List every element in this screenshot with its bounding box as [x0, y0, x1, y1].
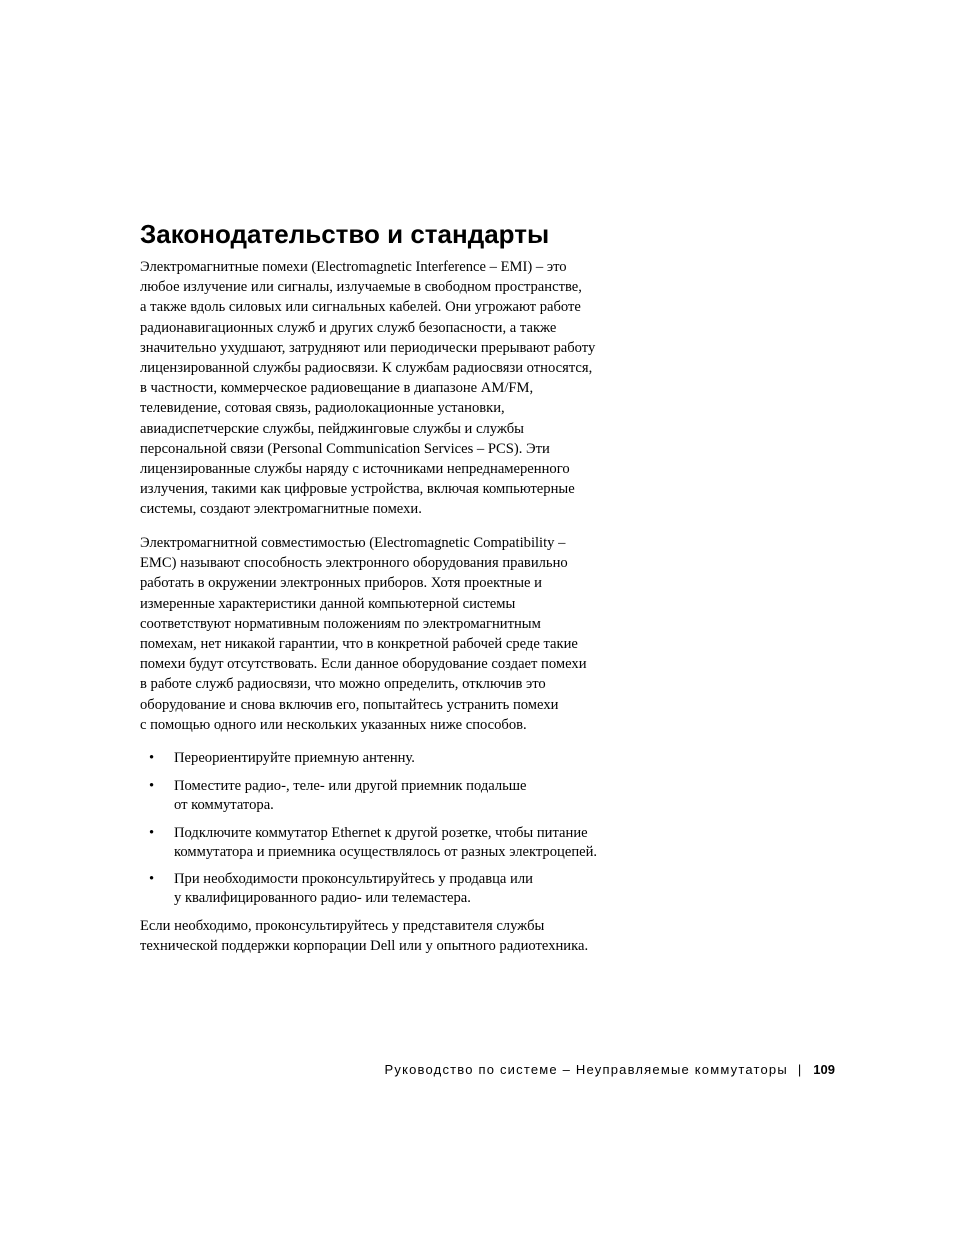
paragraph-emc — [140, 533, 587, 735]
paragraph-line: лицензированные службы наряду с источниками непреднамеренного — [140, 461, 570, 478]
paragraph-line: оборудование и снова включив его, попытайтесь устранить помехи — [140, 696, 559, 713]
paragraph-line: с помощью одного или нескольких указанных ниже способов. — [140, 716, 527, 733]
paragraph-line: работать в окружении электронных приборов. Хотя проектные и — [140, 575, 542, 592]
paragraph-line: лицензированной службы радиосвязи. К службам радиосвязи относятся, — [140, 360, 593, 377]
paragraph-line: технической поддержки корпорации Dell или у опытного радиотехника. — [140, 938, 589, 955]
list-item-line: При необходимости проконсультируйтесь у продавца или — [174, 871, 533, 887]
paragraph-line: измеренные характеристики данной компьютерной системы — [140, 595, 516, 612]
paragraph-line: а также вдоль силовых или сигнальных кабелей. Они угрожают работе — [140, 299, 581, 316]
paragraph-line: системы, создают электромагнитные помехи. — [140, 501, 422, 518]
paragraph-line: персональной связи (Personal Communication Services – PCS). Эти — [140, 440, 550, 457]
page-title: Законодательство и стандарты — [140, 219, 550, 249]
paragraph-line: излучения, такими как цифровые устройства, включая компьютерные — [140, 481, 575, 498]
paragraph-line: в частности, коммерческое радиовещание в диапазоне AM/FM, — [140, 380, 534, 397]
list-item-line: Подключите коммутатор Ethernet к другой розетке, чтобы питание — [174, 825, 588, 841]
paragraph-line: Если необходимо, проконсультируйтесь у представителя службы — [140, 918, 545, 934]
footer-title: Руководство по системе – Неуправляемые коммутаторы — [384, 1062, 788, 1077]
paragraph-support — [140, 916, 588, 956]
paragraph-line: телевидение, сотовая связь, радиолокационные установки, — [140, 400, 505, 417]
list-item-text — [174, 777, 527, 815]
list-item-line: у квалифицированного радио- или телемастера. — [174, 890, 471, 906]
paragraph-line: любое излучение или сигналы, излучаемые в свободном пространстве, — [140, 279, 582, 296]
page-footer — [385, 1061, 835, 1079]
paragraph-line: помехам, нет никакой гарантии, что в конкретной рабочей среде такие — [140, 636, 578, 653]
paragraph-line: в работе служб радиосвязи, что можно определить, отключив это — [140, 676, 546, 693]
list-item-text — [174, 870, 533, 908]
paragraph-line: значительно ухудшают, затрудняют или периодически прерывают работу — [140, 339, 596, 356]
list-item-line: коммутатора и приемника осуществлялось от разных электроцепей. — [174, 844, 598, 860]
page-number: 109 — [813, 1062, 835, 1077]
paragraph-line: радионавигационных служб и других служб безопасности, а также — [140, 319, 557, 336]
paragraph-line: Электромагнитные помехи (Electromagnetic Interference – EMI) – это — [140, 259, 567, 275]
paragraph-emi — [140, 257, 595, 520]
list-item-line: Поместите радио-, теле- или другой приемник подальше — [174, 778, 527, 794]
list-item-text — [174, 824, 597, 862]
paragraph-line: соответствуют нормативным положениям по электромагнитным — [140, 615, 541, 632]
bullet-icon: • — [149, 871, 155, 887]
paragraph-line: EMC) называют способность электронного оборудования правильно — [140, 555, 568, 572]
bullet-icon: • — [149, 750, 155, 766]
bullet-icon: • — [149, 778, 155, 794]
bullet-icon: • — [149, 825, 155, 841]
paragraph-line: помехи будут отсутствовать. Если данное оборудование создает помехи — [140, 656, 587, 673]
list-item-line: Переориентируйте приемную антенну. — [174, 750, 415, 766]
list-item-line: от коммутатора. — [174, 797, 274, 813]
paragraph-line: Электромагнитной совместимостью (Electromagnetic Compatibility – — [140, 535, 566, 551]
footer-separator: | — [797, 1062, 802, 1077]
paragraph-line: авиадиспетчерские службы, пейджинговые службы и службы — [140, 420, 524, 437]
list-item-text — [174, 749, 415, 768]
